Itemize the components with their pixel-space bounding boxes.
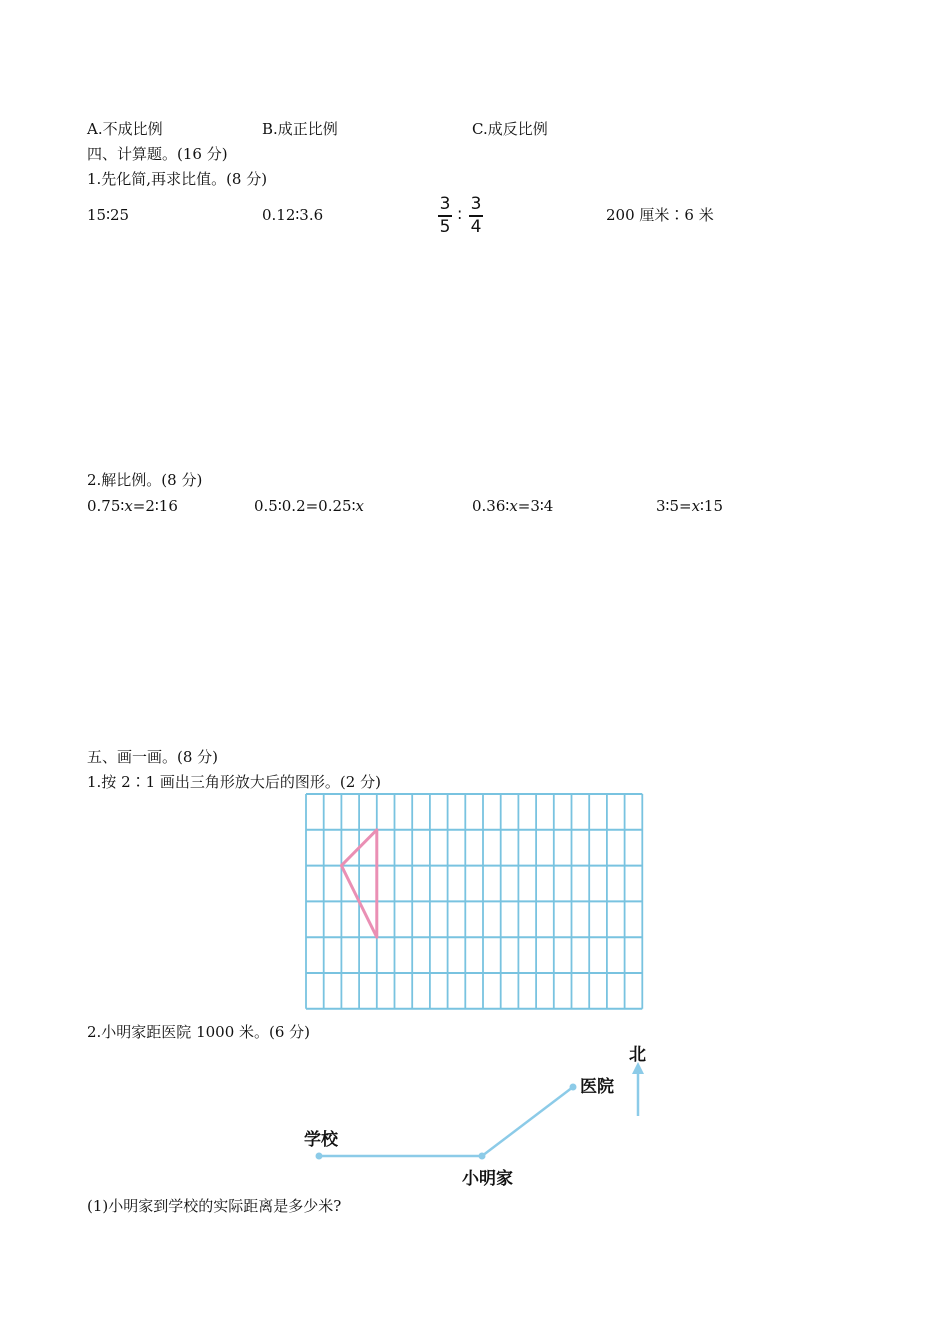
q2-item-3-pre: 0.36∶ [472, 497, 510, 515]
option-a: A.不成比例 [87, 120, 163, 138]
q1-item-2: 0.12∶3.6 [262, 206, 324, 224]
section-4-title: 四、计算题。(16 分) [87, 145, 228, 163]
q2-item-4-post: ∶15 [700, 497, 724, 515]
q2-item-4-pre: 3∶5= [656, 497, 692, 515]
hospital-point [570, 1084, 577, 1091]
q2-item-1-pre: 0.75∶ [87, 497, 125, 515]
draw-q2-title: 2.小明家距医院 1000 米。(6 分) [87, 1023, 311, 1041]
q1-item-1: 15∶25 [87, 206, 130, 224]
route-map [304, 1045, 646, 1189]
option-c: C.成反比例 [472, 120, 548, 138]
q2-item-3-post: =3∶4 [517, 497, 554, 515]
draw-q2-sub1: (1)小明家到学校的实际距离是多少米? [87, 1197, 342, 1215]
q2-item-1-var: x [124, 497, 133, 515]
q2-item-1-post: =2∶16 [132, 497, 178, 515]
q2-item-3-var: x [509, 497, 518, 515]
q1-item-4: 200 厘米∶6 米 [606, 206, 714, 224]
fraction-right-numerator: 3 [470, 194, 482, 214]
home-point [479, 1153, 486, 1160]
fraction-colon: : [457, 204, 463, 223]
option-b: B.成正比例 [262, 120, 338, 138]
fraction-right-denominator: 4 [470, 217, 482, 237]
q2-item-2-var: x [355, 497, 364, 515]
fraction-left-numerator: 3 [439, 194, 451, 214]
section-5-title: 五、画一画。(8 分) [87, 748, 219, 766]
school-label: 学校 [304, 1130, 338, 1150]
q2-item-4-var: x [691, 497, 701, 515]
square-grid [306, 794, 642, 1009]
q2-title: 2.解比例。(8 分) [87, 471, 203, 489]
q1-title: 1.先化简,再求比值。(8 分) [87, 170, 268, 188]
route-home-hospital [482, 1087, 573, 1156]
fraction-left-denominator: 5 [439, 217, 451, 237]
north-label: 北 [629, 1045, 646, 1065]
hospital-label: 医院 [580, 1077, 614, 1097]
q2-item-2-pre: 0.5∶0.2=0.25∶ [254, 497, 356, 515]
home-label: 小明家 [462, 1169, 513, 1189]
draw-q1-title: 1.按 2∶1 画出三角形放大后的图形。(2 分) [87, 773, 381, 791]
school-point [316, 1153, 323, 1160]
